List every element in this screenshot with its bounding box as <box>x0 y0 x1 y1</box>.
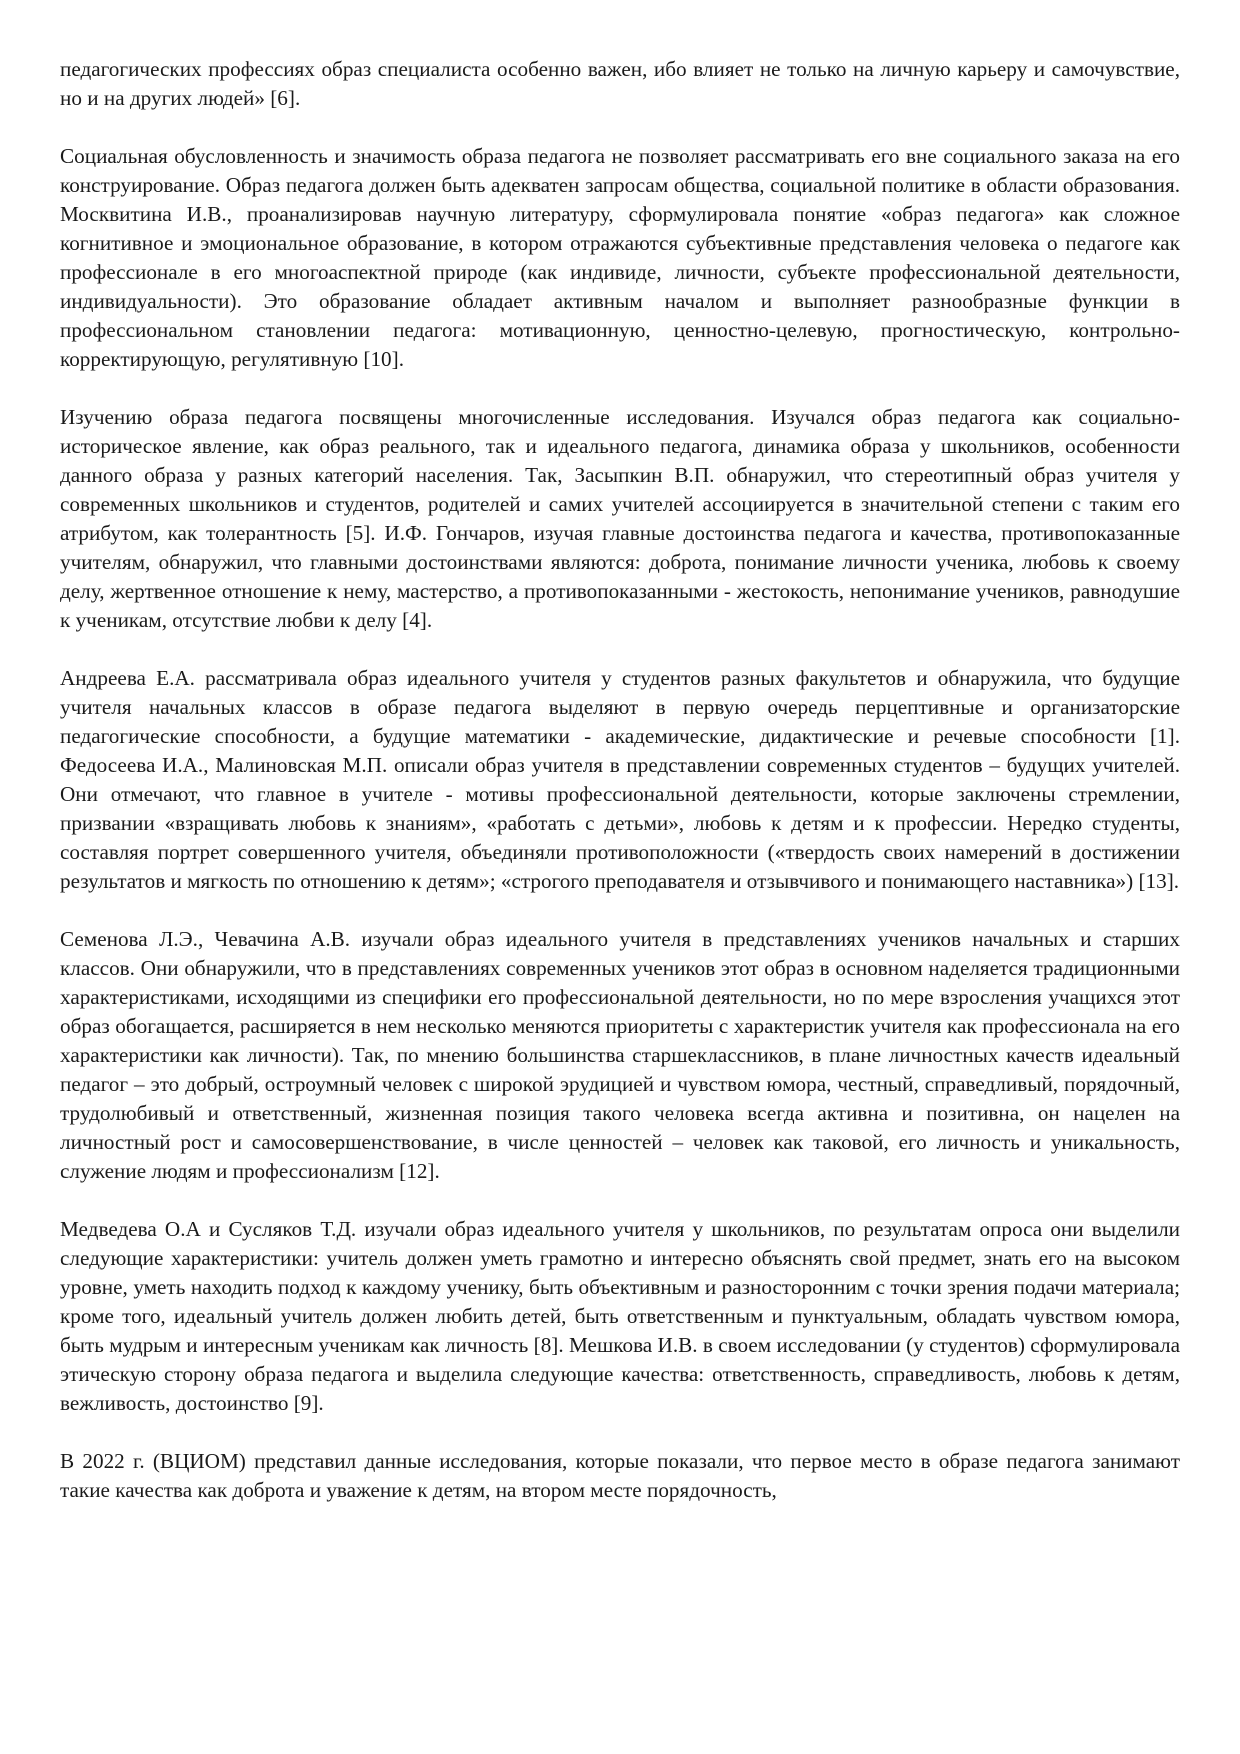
paragraph-1: педагогических профессиях образ специалиста особенно важен, ибо влияет не только на личную карьеру и самочувствие, но и на других людей» [6]. <box>60 57 1180 110</box>
document-page <box>60 55 1180 1505</box>
paragraph-6: Медведева О.А и Сусляков Т.Д. изучали образ идеального учителя у школьников, по результатам опроса они выделили следующие характеристики: учитель должен уметь грамотно и интересно объяснять свой предмет, знать его на высоком уровне, уметь находить подход к каждому ученику, быть объективным и разносторонним с точки зрения подачи материала; кроме того, идеальный учитель должен любить детей, быть ответственным и пунктуальным, обладать чувством юмора, быть мудрым и интересным ученикам как личность [8]. Мешкова И.В. в своем исследовании (у студентов) сформулировала этическую сторону образа педагога и выделила следующие качества: ответственность, справедливость, любовь к детям, вежливость, достоинство [9]. <box>60 1217 1180 1415</box>
paragraph-4: Андреева Е.А. рассматривала образ идеального учителя у студентов разных факультетов и обнаружила, что будущие учителя начальных классов в образе педагога выделяют в первую очередь перцептивные и организаторские педагогические способности, а будущие математики - академические, дидактические и речевые способности [1]. Федосеева И.А., Малиновская М.П. описали образ учителя в представлении современных студентов – будущих учителей. Они отмечают, что главное в учителе - мотивы профессиональной деятельности, которые заключены стремлении, призвании «взращивать любовь к знаниям», «работать с детьми», любовь к детям и к профессии. Нередко студенты, составляя портрет совершенного учителя, объединяли противоположности («твердость своих намерений в достижении результатов и мягкость по отношению к детям»; «строгого преподавателя и отзывчивого и понимающего наставника») [13]. <box>60 666 1180 893</box>
paragraph-7: В 2022 г. (ВЦИОМ) представил данные исследования, которые показали, что первое место в образе педагога занимают такие качества как доброта и уважение к детям, на втором месте порядочность, <box>60 1449 1180 1502</box>
paragraph-2: Социальная обусловленность и значимость образа педагога не позволяет рассматривать его вне социального заказа на его конструирование. Образ педагога должен быть адекватен запросам общества, социальной политике в области образования. Москвитина И.В., проанализировав научную литературу, сформулировала понятие «образ педагога» как сложное когнитивное и эмоциональное образование, в котором отражаются субъективные представления человека о педагоге как профессионале в его многоаспектной природе (как индивиде, личности, субъекте профессиональной деятельности, индивидуальности). Это образование обладает активным началом и выполняет разнообразные функции в профессиональном становлении педагога: мотивационную, ценностно-целевую, прогностическую, контрольно-корректирующую, регулятивную [10]. <box>60 144 1180 371</box>
paragraph-5: Семенова Л.Э., Чевачина А.В. изучали образ идеального учителя в представлениях учеников начальных и старших классов. Они обнаружили, что в представлениях современных учеников этот образ в основном наделяется традиционными характеристиками, исходящими из специфики его профессиональной деятельности, но по мере взросления учащихся этот образ обогащается, расширяется в нем несколько меняются приоритеты с характеристик учителя как профессионала на его характеристики как личности). Так, по мнению большинства старшеклассников, в плане личностных качеств идеальный педагог – это добрый, остроумный человек с широкой эрудицией и чувством юмора, честный, справедливый, порядочный, трудолюбивый и ответственный, жизненная позиция такого человека всегда активна и позитивна, он нацелен на личностный рост и самосовершенствование, в числе ценностей – человек как таковой, его личность и уникальность, служение людям и профессионализм [12]. <box>60 927 1180 1183</box>
paragraph-3: Изучению образа педагога посвящены многочисленные исследования. Изучался образ педагога как социально-историческое явление, как образ реального, так и идеального педагога, динамика образа у школьников, особенности данного образа у разных категорий населения. Так, Засыпкин В.П. обнаружил, что стереотипный образ учителя у современных школьников и студентов, родителей и самих учителей ассоциируется в значительной степени с таким его атрибутом, как толерантность [5]. И.Ф. Гончаров, изучая главные достоинства педагога и качества, противопоказанные учителям, обнаружил, что главными достоинствами являются: доброта, понимание личности ученика, любовь к своему делу, жертвенное отношение к нему, мастерство, а противопоказанными - жестокость, непонимание учеников, равнодушие к ученикам, отсутствие любви к делу [4]. <box>60 405 1180 632</box>
